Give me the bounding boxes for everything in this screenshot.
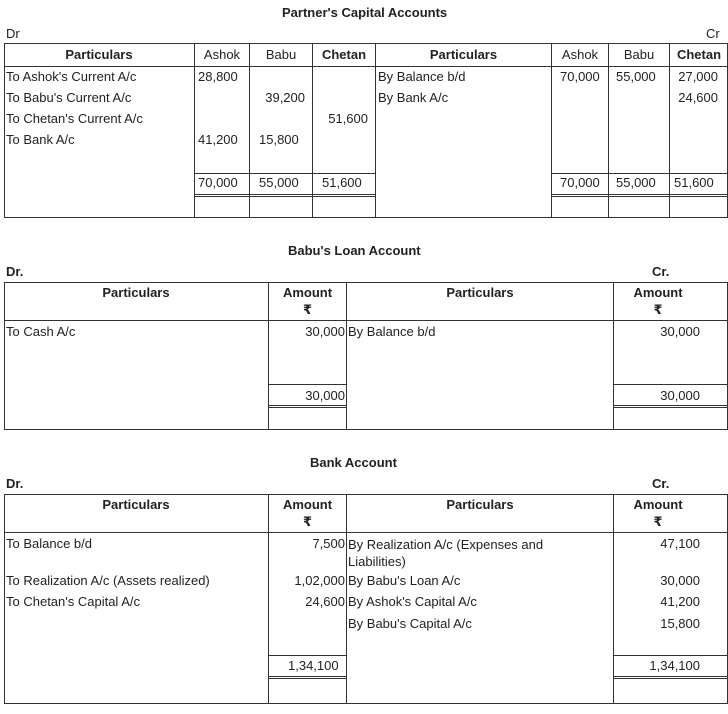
- bank-left-row-particulars: To Balance b/d: [6, 536, 93, 551]
- capital-right-row-chetan: 27,000: [678, 69, 718, 84]
- bank-header-particulars-right: Particulars: [446, 497, 514, 512]
- bank-header-amount-right: Amount: [633, 497, 683, 512]
- capital-right-row-particulars: By Balance b/d: [378, 69, 466, 84]
- loan-header-particulars-left: Particulars: [102, 285, 170, 300]
- capital-header-babu: Babu: [265, 47, 297, 62]
- capital-header-chetan-right: Chetan: [676, 47, 722, 62]
- bank-left-row-particulars: To Chetan's Capital A/c: [6, 594, 140, 609]
- capital-total-right-chetan: 51,600: [674, 175, 714, 190]
- capital-header-particulars-right: Particulars: [429, 47, 498, 62]
- capital-total-left-ashok: 70,000: [198, 175, 238, 190]
- capital-total-right-ashok: 70,000: [560, 175, 600, 190]
- loan-total-left: 30,000: [305, 388, 345, 403]
- capital-header-particulars-left: Particulars: [65, 47, 133, 62]
- loan-cr-label: Cr.: [652, 264, 670, 279]
- bank-right-row-particulars: By Babu's Capital A/c: [348, 616, 472, 631]
- bank-right-row-amount: 30,000: [660, 573, 700, 588]
- bank-dr-label: Dr.: [6, 476, 24, 491]
- loan-header-particulars-right: Particulars: [446, 285, 514, 300]
- loan-title: Babu's Loan Account: [288, 243, 421, 258]
- capital-left-row-particulars: To Ashok's Current A/c: [6, 69, 137, 84]
- capital-header-babu-right: Babu: [623, 47, 655, 62]
- bank-right-row-amount: 41,200: [660, 594, 700, 609]
- loan-header-amount-left: Amount: [282, 285, 333, 300]
- bank-title: Bank Account: [310, 455, 397, 470]
- capital-left-row-babu: 15,800: [259, 132, 299, 147]
- bank-right-row-particulars: By Ashok's Capital A/c: [348, 594, 477, 609]
- capital-total-left-chetan: 51,600: [322, 175, 362, 190]
- capital-left-row-particulars: To Babu's Current A/c: [6, 90, 132, 105]
- capital-left-row-chetan: 51,600: [328, 111, 368, 126]
- capital-right-row-babu: 55,000: [616, 69, 656, 84]
- loan-header-amount-right: Amount: [633, 285, 683, 300]
- capital-right-row-particulars: By Bank A/c: [378, 90, 449, 105]
- bank-header-amount-left: Amount: [282, 497, 333, 512]
- bank-header-particulars-left: Particulars: [102, 497, 170, 512]
- capital-header-chetan: Chetan: [321, 47, 367, 62]
- loan-total-right: 30,000: [660, 388, 700, 403]
- bank-left-row-amount: 24,600: [305, 594, 345, 609]
- loan-currency-left: ₹: [302, 302, 313, 317]
- capital-total-right-babu: 55,000: [616, 175, 656, 190]
- capital-header-ashok-right: Ashok: [561, 47, 599, 62]
- bank-right-row-particulars: By Realization A/c (Expenses and Liabilities): [348, 537, 544, 569]
- bank-cr-label: Cr.: [652, 476, 670, 491]
- capital-left-row-particulars: To Chetan's Current A/c: [6, 111, 143, 126]
- bank-currency-left: ₹: [302, 514, 313, 529]
- loan-left-particulars: To Cash A/c: [6, 324, 76, 339]
- capital-header-ashok: Ashok: [203, 47, 241, 62]
- bank-currency-right: ₹: [653, 514, 663, 529]
- capital-left-row-ashok: 28,800: [198, 69, 238, 84]
- capital-cr-label: Cr: [706, 26, 720, 41]
- capital-left-row-particulars: To Bank A/c: [6, 132, 75, 147]
- capital-dr-label: Dr: [6, 26, 20, 41]
- loan-right-amount: 30,000: [660, 324, 700, 339]
- bank-right-row-amount: 15,800: [660, 616, 700, 631]
- loan-dr-label: Dr.: [6, 264, 24, 279]
- bank-left-row-amount: 1,02,000: [294, 573, 345, 588]
- capital-left-row-ashok: 41,200: [198, 132, 238, 147]
- bank-right-row-amount: 47,100: [660, 536, 700, 551]
- bank-total-left: 1,34,100: [288, 658, 339, 673]
- capital-right-row-ashok: 70,000: [560, 69, 600, 84]
- capital-title: Partner's Capital Accounts: [282, 5, 448, 20]
- bank-left-row-particulars: To Realization A/c (Assets realized): [6, 573, 210, 588]
- capital-left-row-babu: 39,200: [265, 90, 305, 105]
- loan-left-amount: 30,000: [305, 324, 345, 339]
- bank-right-row-particulars: By Babu's Loan A/c: [348, 573, 461, 588]
- loan-currency-right: ₹: [653, 302, 663, 317]
- bank-total-right: 1,34,100: [649, 658, 700, 673]
- bank-left-row-amount: 7,500: [312, 536, 345, 551]
- capital-right-row-chetan: 24,600: [678, 90, 718, 105]
- loan-right-particulars: By Balance b/d: [348, 324, 436, 339]
- capital-total-left-babu: 55,000: [259, 175, 299, 190]
